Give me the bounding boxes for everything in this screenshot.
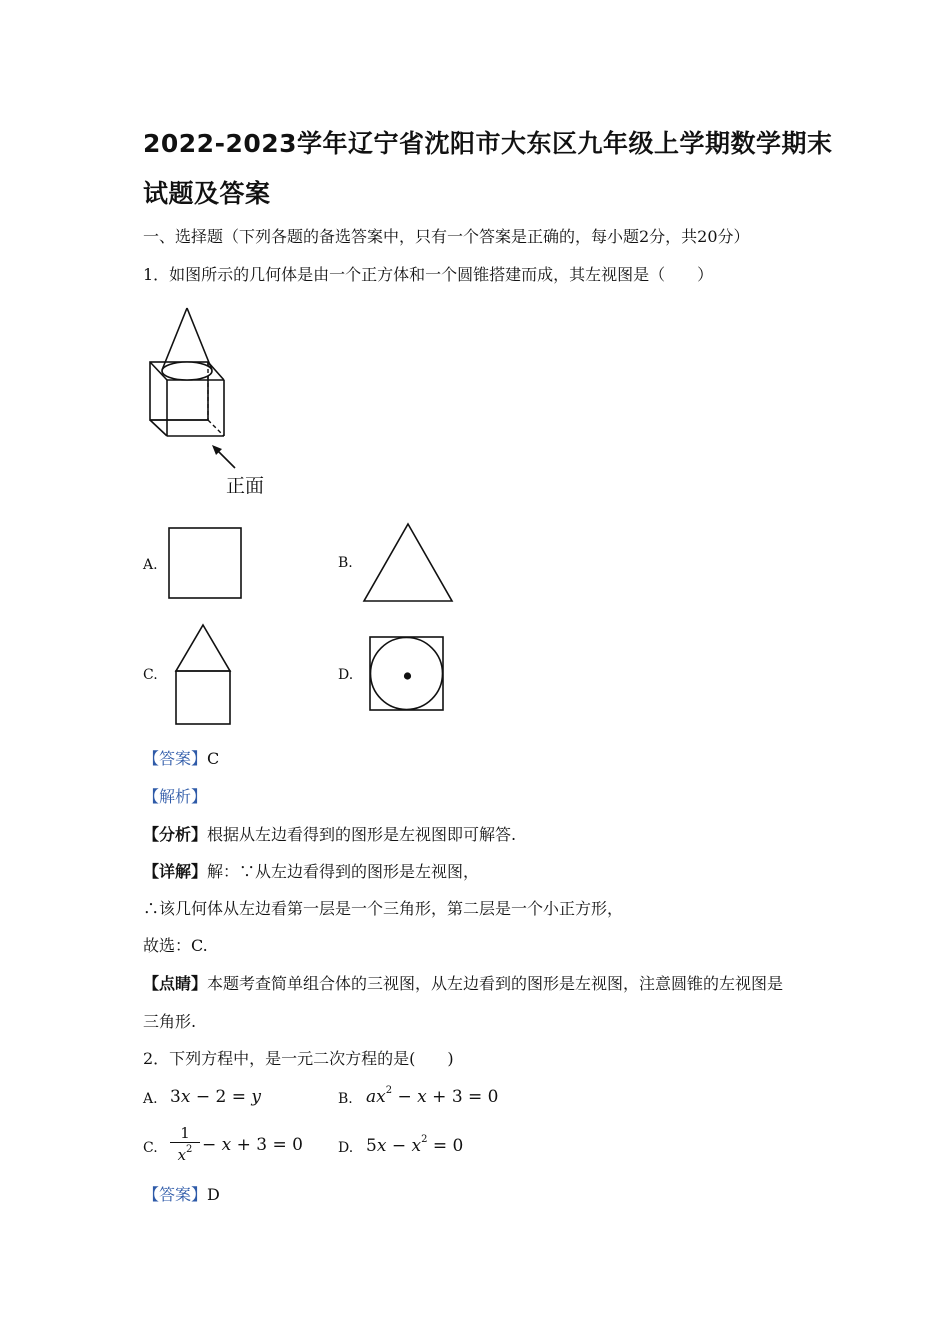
q2-answer-line [143,1182,220,1205]
option-c-label: C. [143,667,158,683]
option-a-label: A. [143,557,158,573]
q2-option-a-label: A. [143,1091,158,1107]
q2-option-a-formula: 3x − 2 = y [170,1087,261,1107]
q2-option-d-label: D. [338,1140,354,1156]
q1-answer-line [143,746,219,769]
page-title-line2: 试题及答案 [143,179,271,208]
q2-option-b-label: B. [338,1091,353,1107]
q2-answer-value: D [207,1185,220,1204]
solution-line-3: ∴该几何体从左边看第一层是一个三角形，第二层是一个小正方形， [143,899,624,918]
dianjing-line [143,971,783,994]
q2-option-c-fraction: 1 $x^2$ [170,1124,200,1164]
q2-option-d-formula: $5x - x^2 = 0$ [366,1134,464,1156]
fenxi-tag: 【分析】 [143,825,208,844]
xiangjie-line [143,859,479,882]
triangle-view-icon [362,522,454,604]
option-d-label: D. [338,667,354,683]
fenxi-text: 根据从左边看得到的图形是左视图即可解答. [207,825,517,844]
circle-square-view-icon [369,636,445,712]
page-title-line1: 2022-2023学年辽宁省沈阳市大东区九年级上学期数学期末 [143,129,833,158]
question-2-stem: 2．下列方程中，是一元二次方程的是( ) [143,1049,454,1068]
front-label: 正面 [226,475,265,497]
dianjing-tag: 【点睛】 [143,974,208,993]
dianjing-line-2: 三角形. [143,1012,197,1031]
q2-option-c-label: C. [143,1140,158,1156]
analysis-tag: 【解析】 [143,787,208,806]
q2-answer-tag: 【答案】 [143,1185,208,1204]
dianjing-text: 本题考查简单组合体的三视图，从左边看到的图形是左视图，注意圆锥的左视图是 [207,974,784,993]
house-view-icon [174,623,232,727]
solution-line-4: 故选：C. [143,936,208,955]
question-1-stem: 1．如图所示的几何体是由一个正方体和一个圆锥搭建而成，其左视图是（ ） [143,265,714,284]
fenxi-line [143,822,516,845]
answer-tag: 【答案】 [143,749,208,768]
q2-option-c-formula: − x + 3 = 0 [202,1135,303,1155]
section-heading: 一、选择题（下列各题的备选答案中，只有一个答案是正确的，每小题2分，共20分） [143,227,750,246]
xiangjie-text: 解：∵从左边看得到的图形是左视图， [207,862,480,881]
option-b-label: B. [338,555,353,571]
answer-value: C [207,749,220,768]
q2-option-b-formula: $ax^2 - x + 3 = 0$ [366,1085,499,1107]
xiangjie-tag: 【详解】 [143,862,208,881]
square-view-icon [168,527,242,599]
